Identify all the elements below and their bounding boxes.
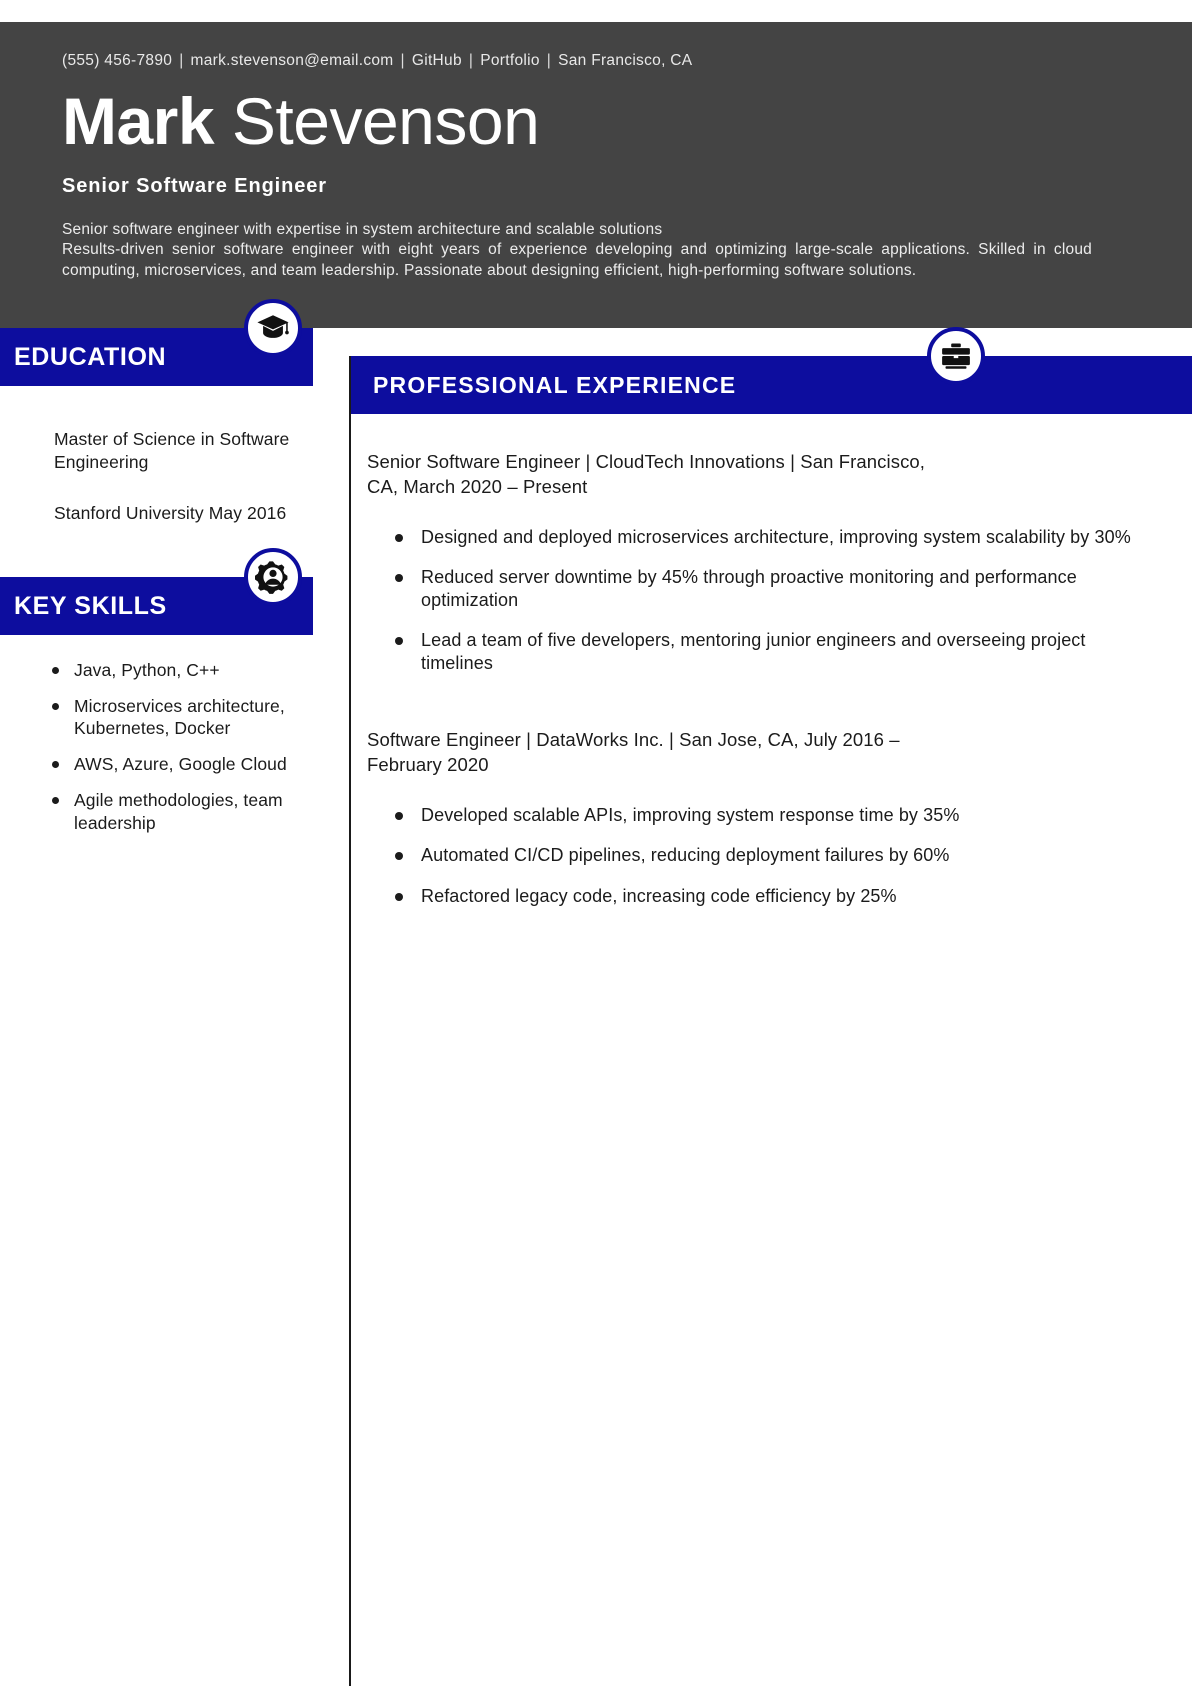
summary-block — [62, 220, 1092, 280]
education-degree: Master of Science in Software Engineering — [54, 429, 290, 473]
candidate-job-title: Senior Software Engineer — [62, 175, 327, 198]
list-item: Java, Python, C++ — [44, 659, 319, 681]
left-column — [0, 328, 349, 1686]
job-bullet-list — [367, 526, 1132, 675]
education-title: EDUCATION — [14, 342, 167, 371]
contact-location: San Francisco, CA — [558, 52, 693, 69]
experience-title: PROFESSIONAL EXPERIENCE — [373, 371, 737, 398]
skills-list — [44, 659, 319, 833]
contact-portfolio-link[interactable]: Portfolio — [480, 52, 540, 69]
education-section-header — [0, 328, 313, 386]
resume-body — [0, 328, 1192, 1686]
list-item: Refactored legacy code, increasing code efficiency by 25% — [385, 885, 1132, 908]
education-school: Stanford University May 2016 — [54, 503, 287, 524]
experience-entry — [367, 728, 1132, 907]
contact-separator: | — [546, 52, 552, 69]
name-last: Stevenson — [214, 84, 540, 158]
list-item: Lead a team of five developers, mentoring junior engineers and overseeing project timelines — [385, 629, 1132, 674]
experience-entry-spacer — [367, 692, 1132, 728]
contact-line — [62, 52, 1130, 70]
list-item: Reduced server downtime by 45% through proactive monitoring and performance optimization — [385, 566, 1132, 611]
graduation-cap-icon — [244, 299, 302, 357]
briefcase-icon — [927, 327, 985, 385]
right-top-spacer — [351, 328, 1192, 356]
contact-separator: | — [468, 52, 474, 69]
list-item: AWS, Azure, Google Cloud — [44, 753, 319, 775]
job-heading: Senior Software Engineer | CloudTech Innovations | San Francisco, CA, March 2020 – Present — [367, 451, 926, 497]
summary-tagline: Senior software engineer with expertise in system architecture and scalable solutions — [62, 221, 663, 239]
right-column — [351, 328, 1192, 1686]
experience-content — [351, 414, 1192, 907]
job-bullet-list — [367, 804, 1132, 908]
skills-content — [0, 635, 349, 833]
list-item: Automated CI/CD pipelines, reducing deployment failures by 60% — [385, 844, 1132, 867]
list-item: Designed and deployed microservices architecture, improving system scalability by 30% — [385, 526, 1132, 549]
contact-separator: | — [400, 52, 405, 69]
skills-section-header — [0, 577, 313, 635]
name-first: Mark — [62, 84, 215, 158]
candidate-name — [62, 84, 1130, 158]
contact-github-link[interactable]: GitHub — [411, 52, 462, 69]
experience-section-header — [351, 356, 1192, 414]
skills-title: KEY SKILLS — [14, 591, 167, 620]
job-heading: Software Engineer | DataWorks Inc. | San Jose, CA, July 2016 – February 2020 — [367, 729, 900, 775]
contact-phone: (555) 456-7890 — [62, 52, 173, 69]
list-item: Microservices architecture, Kubernetes, Docker — [44, 695, 319, 739]
contact-email[interactable]: mark.stevenson@email.com — [190, 52, 394, 69]
summary-paragraph: Results-driven senior software engineer with eight years of experience developing and optimizing large-scale applications. Skilled in cloud computing, microservices, and team leadership. Passionate about designing efficient, high-performing software solutions. — [62, 241, 1092, 279]
resume-header — [0, 22, 1192, 328]
education-spacer — [54, 474, 309, 502]
list-item: Developed scalable APIs, improving system response time by 35% — [385, 804, 1132, 827]
education-content — [0, 386, 349, 525]
gear-icon — [244, 548, 302, 606]
contact-separator: | — [179, 52, 184, 69]
list-item: Agile methodologies, team leadership — [44, 789, 319, 833]
experience-entry — [367, 450, 1132, 674]
